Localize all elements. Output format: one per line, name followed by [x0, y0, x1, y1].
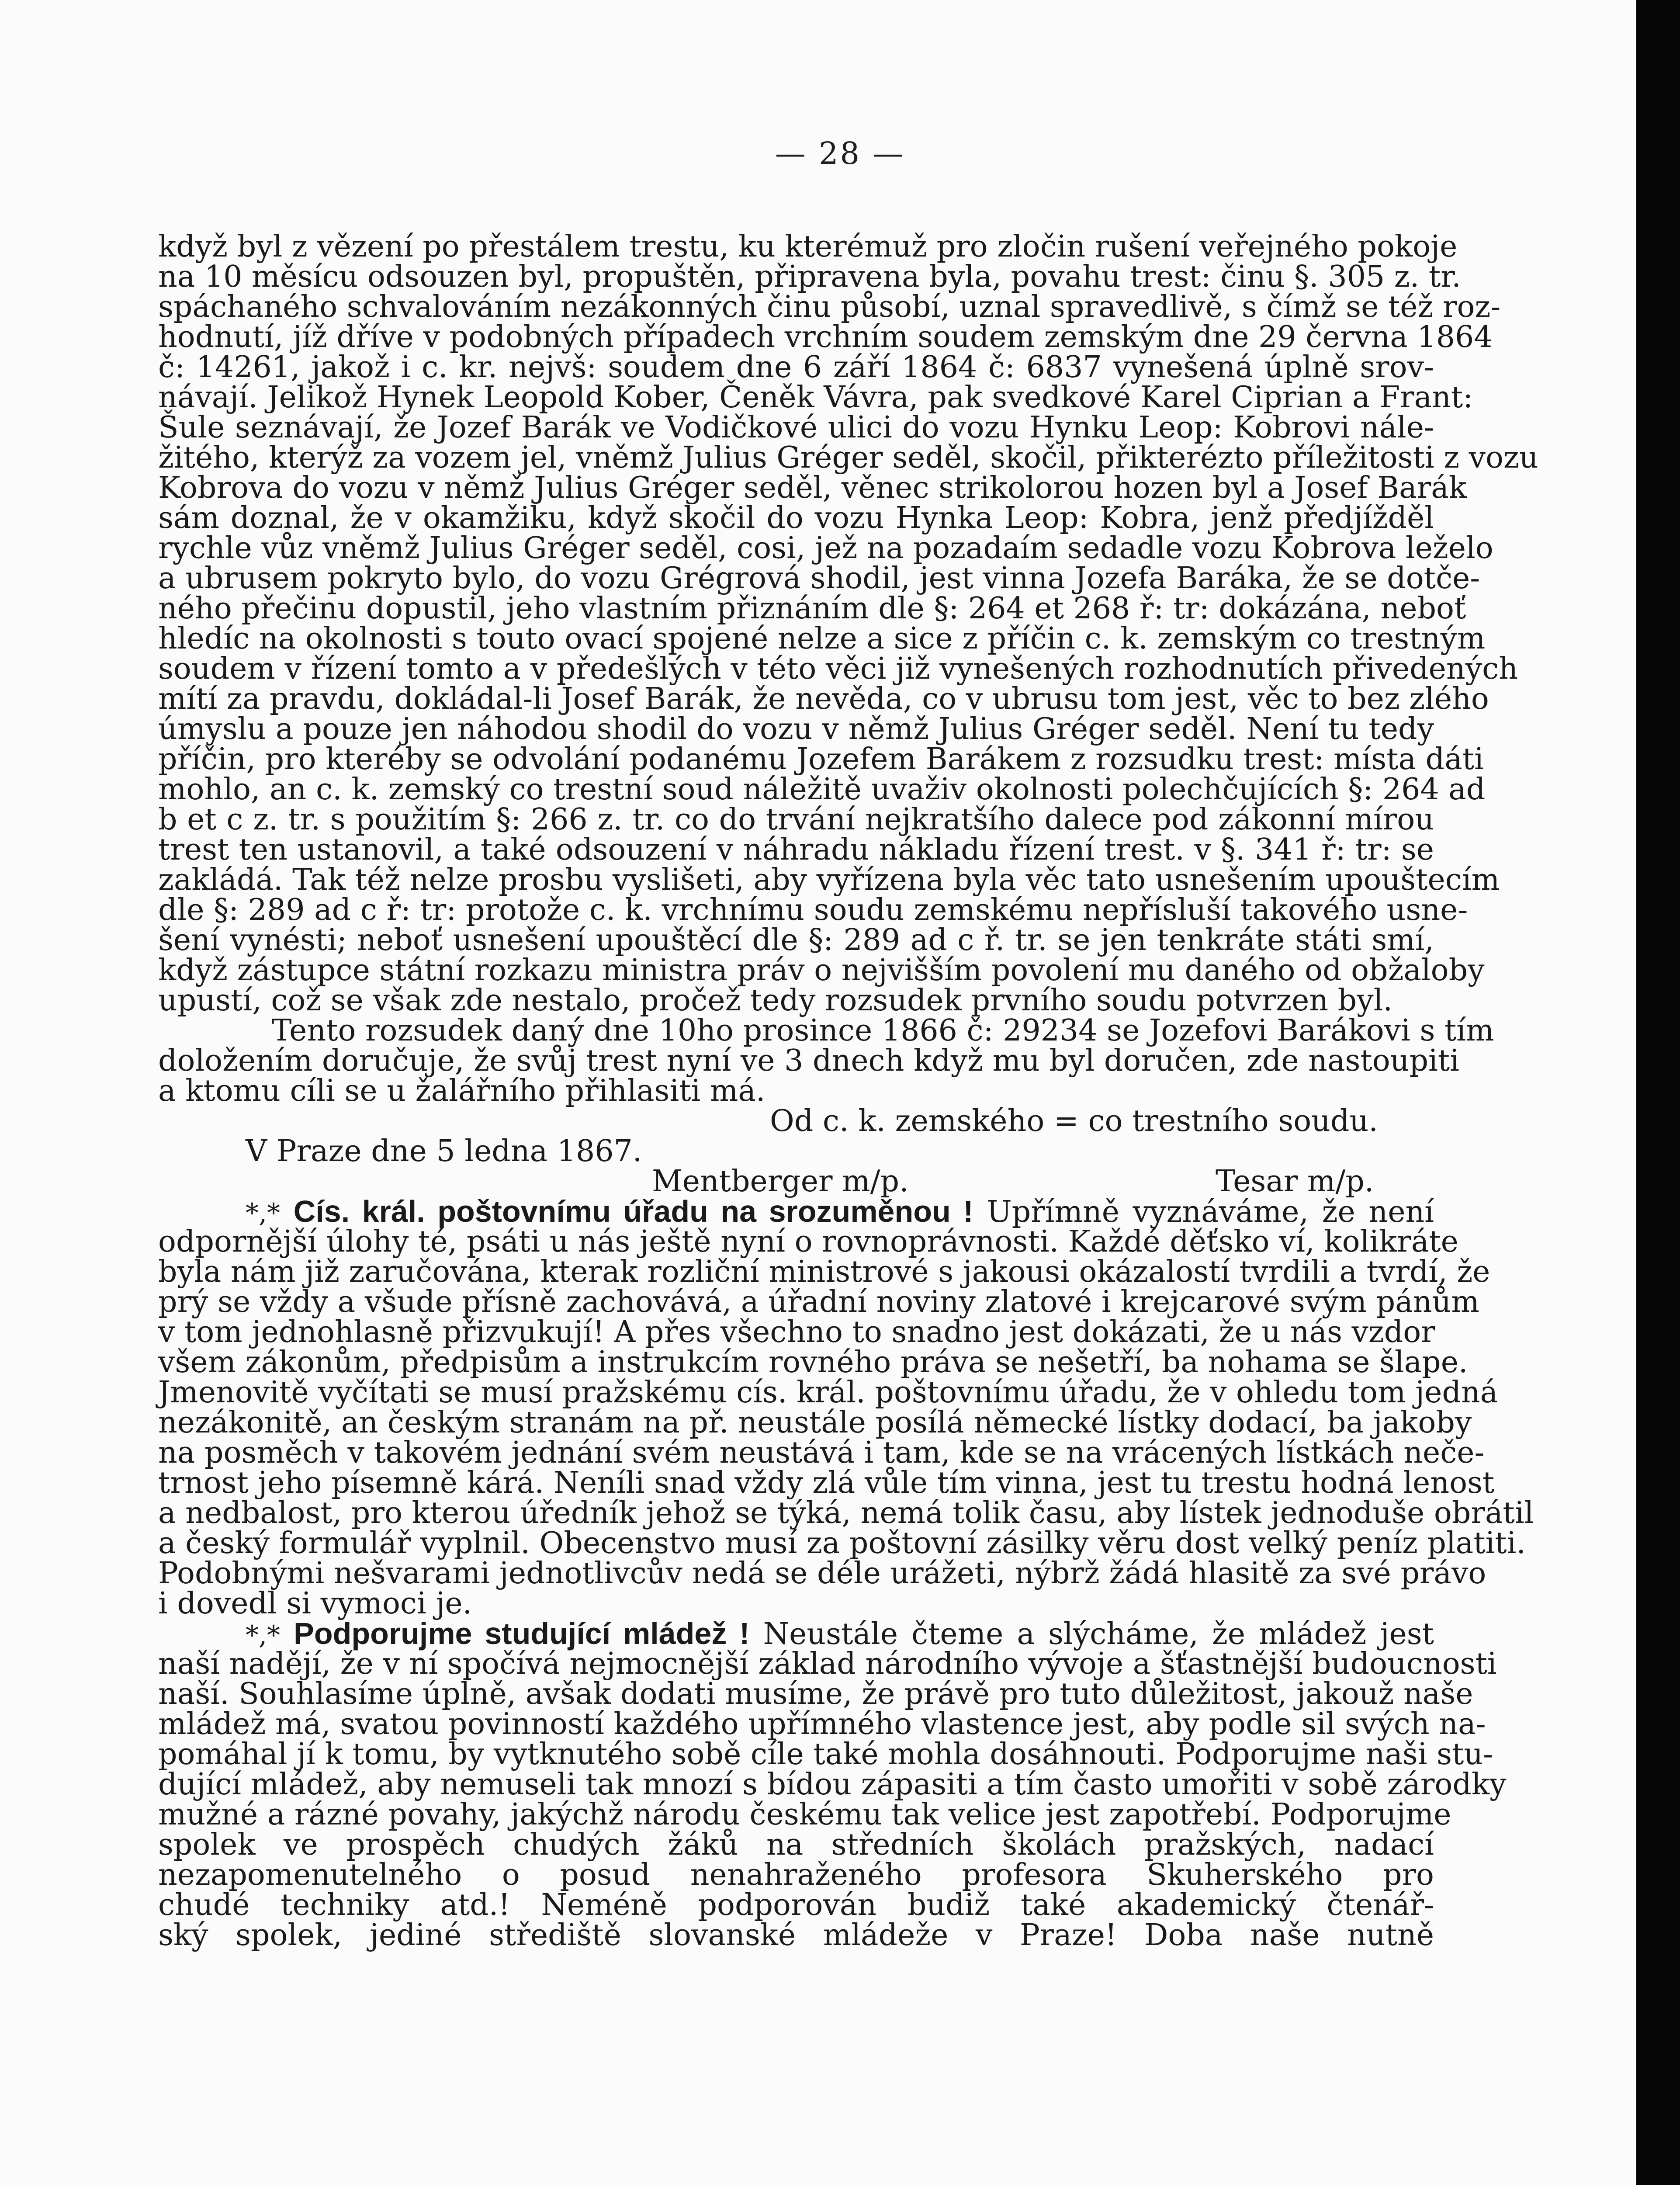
text-line: mítí za pravdu, dokládal-li Josef Barák, že nevěda, co v ubrusu tom jest, věc to bez zlého	[158, 682, 1489, 716]
text-line: na 10 měsícu odsouzen byl, propuštěn, připravena byla, povahu trest: činu §. 305 z. tr.	[158, 260, 1461, 294]
text-line: a nedbalost, pro kterou úředník jehož se týká, nemá tolik času, aby lístek jednoduše obrátil	[158, 1496, 1534, 1530]
text-line: naší. Souhlasíme úplně, avšak dodati musíme, že právě pro tuto důležitost, jakouž naše	[158, 1677, 1473, 1711]
notice-1-heading-line	[158, 1194, 1434, 1229]
text-line: úmyslu a pouze jen náhodou shodil do vozu v němž Julius Gréger seděl. Není tu tedy	[158, 712, 1434, 746]
text-line: pomáhal jí k tomu, by vytknutého sobě cíle také mohla dosáhnouti. Podporujme naši stu-	[158, 1737, 1493, 1772]
text-line: návají. Jelikož Hynek Leopold Kober, Čeněk Vávra, pak svedkové Karel Ciprian a Frant:	[158, 380, 1473, 415]
text-line: když zástupce státní rozkazu ministra práv o nejvišším povolení mu daného od obžaloby	[158, 953, 1485, 988]
delivery-paragraph	[158, 1013, 1494, 1108]
text-line: upustí, což se však zde nestalo, pročež tedy rozsudek prvního soudu potvrzen byl.	[158, 983, 1392, 1018]
court-name-line: Od c. k. zemského = co trestního soudu.	[770, 1104, 1378, 1138]
text-line: Šule seznávají, že Jozef Barák ve Vodičkové ulici do vozu Hynku Leop: Kobrovi nále-	[158, 410, 1434, 445]
text-line: spolek ve prospěch chudých žáků na středních školách pražských, nadací	[158, 1828, 1434, 1862]
text-line: naší nadějí, že v ní spočívá nejmocnější základ národního vývoje a šťastnější budoucnosti	[158, 1647, 1497, 1681]
text-line: prý se vždy a všude přísně zachovává, a úřadní noviny zlatové i krejcarové svým pánům	[158, 1285, 1479, 1319]
text-line: č: 14261, jakož i c. kr. nejvš: soudem dne 6 září 1864 č: 6837 vynešená úplně srov-	[158, 350, 1434, 385]
text-line: hodnutí, jíž dříve v podobných případech vrchním soudem zemským dne 29 června 1864	[158, 320, 1493, 354]
text-line: a ubrusem pokryto bylo, do vozu Grégrová shodil, jest vinna Jozefa Baráka, že se dotče-	[158, 561, 1480, 596]
signature-right: Tesar m/p.	[1216, 1164, 1374, 1199]
text-line: Jmenovitě vyčítati se musí pražskému cís. král. poštovnímu úřadu, že v ohledu tom jedná	[158, 1375, 1498, 1410]
text-line: dující mládež, aby nemuseli tak mnozí s bídou zápasiti a tím často umořiti v sobě zárodky	[158, 1767, 1507, 1802]
text-line: byla nám již zaručována, kterak rozliční ministrové s jakousi okázalostí tvrdili a tvrdí, že	[158, 1255, 1490, 1289]
text-line: když byl z vězení po přestálem trestu, ku kterémuž pro zločin rušení veřejného pokoje	[158, 229, 1458, 264]
text-block	[158, 229, 1538, 1953]
text-line: trest ten ustanovil, a také odsouzení v náhradu nákladu řízení trest. v §. 341 ř: tr: se	[158, 832, 1434, 867]
notice-2-heading-line	[158, 1616, 1434, 1651]
text-line: Podobnými nešvarami jednotlivcův nedá se déle urážeti, nýbrž žádá hlasitě za své právo	[158, 1556, 1486, 1591]
text-line: soudem v řízení tomto a v předešlých v této věci již vynešených rozhodnutích přivedených	[158, 652, 1518, 686]
place-date-line: V Praze dne 5 ledna 1867.	[246, 1134, 642, 1169]
notice-1-body	[158, 1224, 1534, 1621]
text-line: b et c z. tr. s použitím §: 266 z. tr. co do trvání nejkratšího dalece pod zákonní mírou	[158, 802, 1434, 837]
signatures-line	[158, 1166, 1434, 1197]
text-line: žitého, kterýž za vozem jel, vněmž Julius Gréger seděl, skočil, přikterézto příležitosti z vozu	[158, 440, 1538, 475]
text-line: mužné a rázné povahy, jakýchž národu českému tak velice jest zapotřebí. Podporujme	[158, 1797, 1451, 1832]
text-line: mohlo, an c. k. zemský co trestní soud náležitě uvaživ okolnosti polechčujících §: 264 ad	[158, 772, 1486, 807]
asterism-icon: *,*	[246, 1620, 281, 1651]
text-line: rychle vůz vněmž Julius Gréger seděl, cosi, jež na pozadaím sedadle vozu Kobrova leželo	[158, 531, 1493, 565]
text-line: hledíc na okolnosti s touto ovací spojené nelze a sice z příčin c. k. zemským co trestným	[158, 621, 1486, 656]
text-line: zakládá. Tak též nelze prosbu vyslišeti, aby vyřízena byla věc tato usnešením upouštecím	[158, 863, 1500, 897]
signature-left: Mentberger m/p.	[652, 1164, 909, 1199]
court-decision-paragraph	[158, 229, 1538, 1018]
text-line: dle §: 289 ad c ř: tr: protože c. k. vrchnímu soudu zemskému nepřísluší takového usne-	[158, 893, 1468, 927]
text-line: ský spolek, jediné střediště slovanské mládeže v Praze! Doba naše nutně	[158, 1918, 1434, 1953]
text-line: šení vynésti; neboť usnešení upouštěcí dle §: 289 ad c ř. tr. se jen tenkráte státi smí,	[158, 923, 1434, 957]
text-line: nezapomenutelného o posud nenahraženého profesora Skuherského pro	[158, 1858, 1434, 1892]
text-line: spáchaného schvalováním nezákonných činu působí, uznal spravedlivě, s čímž se též roz-	[158, 290, 1501, 324]
asterism-icon: *,*	[246, 1198, 281, 1228]
notice-2-first-line: Neustále čteme a slýcháme, že mládež jest	[763, 1617, 1434, 1651]
notice-2-heading: Podporujme studující mládež !	[294, 1616, 750, 1651]
notice-1-first-line: Upřímně vyznáváme, že není	[987, 1195, 1434, 1229]
text-line: doložením doručuje, že svůj trest nyní ve 3 dnech když mu byl doručen, zde nastoupiti	[158, 1044, 1459, 1078]
notice-1-heading: Cís. král. poštovnímu úřadu na srozuměnou !	[293, 1194, 973, 1228]
text-line: odpornější úlohy té, psáti u nás ještě nyní o rovnoprávnosti. Každé děťsko ví, kolikráte	[158, 1224, 1458, 1259]
text-line: i dovedl si vymoci je.	[158, 1586, 472, 1621]
text-line: příčin, pro kteréby se odvolání podanému Jozefem Barákem z rozsudku trest: místa dáti	[158, 742, 1484, 777]
text-line: mládež má, svatou povinností každého upřímného vlastence jest, aby podle sil svých na-	[158, 1707, 1486, 1741]
text-line: trnost jeho písemně kárá. Neníli snad vždy zlá vůle tím vinna, jest tu trestu hodná lenost	[158, 1466, 1495, 1500]
text-line: ného přečinu dopustil, jeho vlastním přiznáním dle §: 264 et 268 ř: tr: dokázána, neboť	[158, 591, 1466, 626]
text-line: všem zákonům, předpisům a instrukcím rovného práva se nešetří, ba nohama se šlape.	[158, 1345, 1468, 1380]
text-line: na posměch v takovém jednání svém neustává i tam, kde se na vrácených lístkách neče-	[158, 1436, 1485, 1470]
text-line: Kobrova do vozu v němž Julius Gréger seděl, věnec strikolorou hozen byl a Josef Barák	[158, 471, 1467, 505]
text-line: a český formulář vyplnil. Obecenstvo musí za poštovní zásilky věru dost velký peníz platiti.	[158, 1526, 1526, 1561]
text-line: a ktomu cíli se u žalářního přihlasiti má.	[158, 1074, 766, 1108]
notice-2-body	[158, 1647, 1507, 1953]
scan-border	[1636, 0, 1680, 2185]
text-line: sám doznal, že v okamžiku, když skočil do vozu Hynka Leop: Kobra, jenž předjížděl	[158, 501, 1434, 535]
text-line: nezákonitě, an českým stranám na př. neustále posílá německé lístky dodací, ba jakoby	[158, 1405, 1472, 1440]
text-line: v tom jednohlasně přizvukují! A přes všechno to snadno jest dokázati, že u nás vzdor	[158, 1315, 1435, 1349]
page-number: — 28 —	[775, 135, 905, 171]
text-line: Tento rozsudek daný dne 10ho prosince 1866 č: 29234 se Jozefovi Barákovi s tím	[272, 1013, 1494, 1048]
text-line: chudé techniky atd.! Neméně podporován budiž také akademický čtenář-	[158, 1888, 1434, 1922]
